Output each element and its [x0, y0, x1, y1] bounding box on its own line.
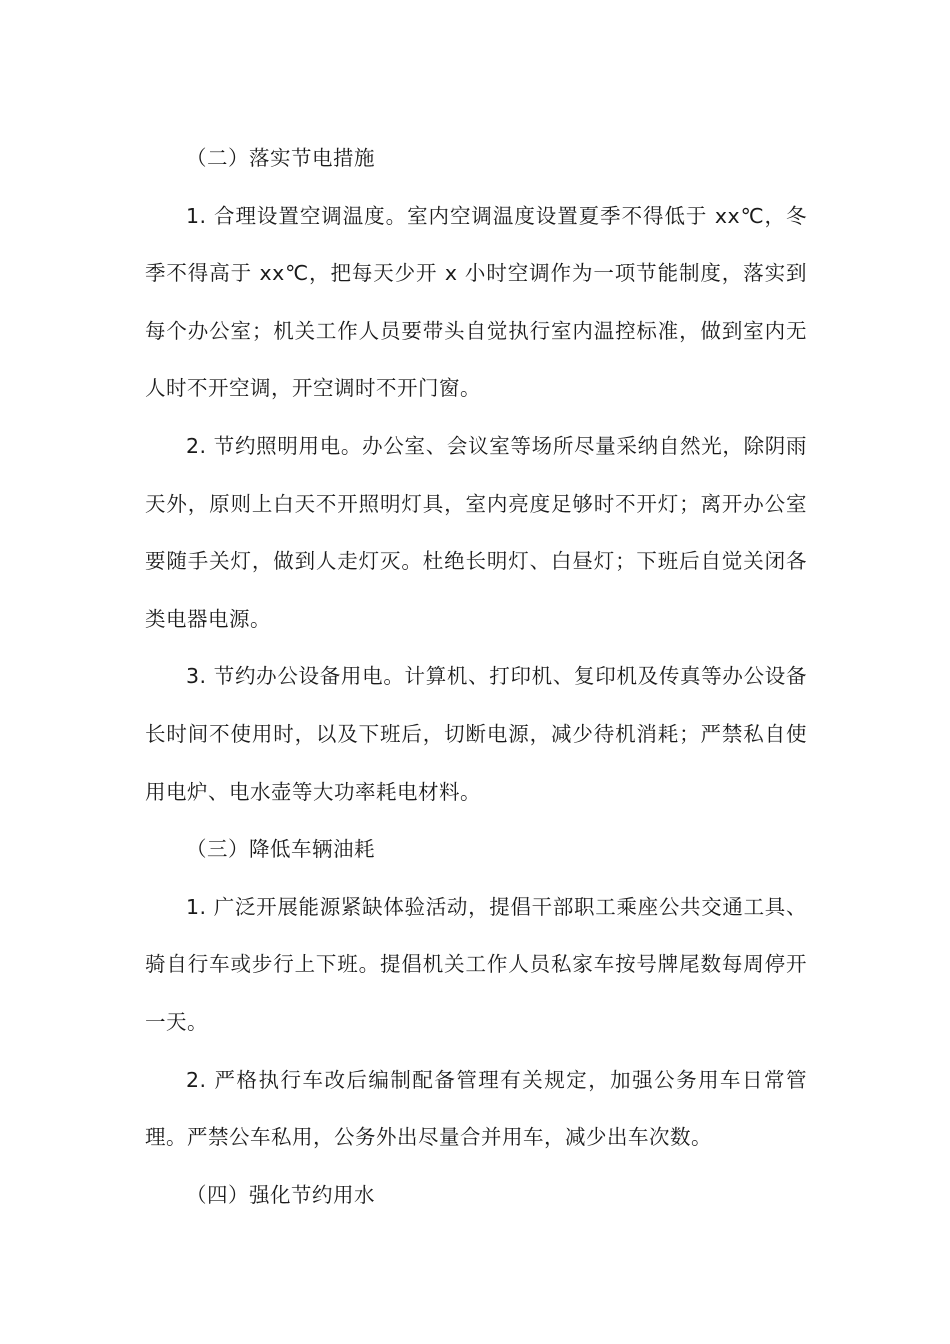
section-heading-water: （四）强化节约用水 — [186, 1182, 375, 1207]
document-body — [145, 130, 807, 1224]
paragraph-ac-temperature: 1. 合理设置空调温度。室内空调温度设置夏季不得低于 xx℃，冬季不得高于 xx℃，把每天少开 x 小时空调作为一项节能制度，落实到每个办公室；机关工作人员要带头自觉执行室内温控标准，做到室内无人时不开空调，开空调时不开门窗。 — [145, 203, 807, 401]
section-heading-electricity: （二）落实节电措施 — [186, 146, 375, 170]
paragraph-office-equipment: 3. 节约办公设备用电。计算机、打印机、复印机及传真等办公设备长时间不使用时，以及下班后，切断电源，减少待机消耗；严禁私自使用电炉、电水壶等大功率耗电材料。 — [145, 664, 807, 804]
paragraph-lighting: 2. 节约照明用电。办公室、会议室等场所尽量采纳自然光，除阴雨天外，原则上白天不开照明灯具，室内亮度足够时不开灯；离开办公室要随手关灯，做到人走灯灭。杜绝长明灯、白昼灯；下班后自觉关闭各类电器电源。 — [145, 433, 807, 631]
paragraph-commute: 1. 广泛开展能源紧缺体验活动，提倡干部职工乘座公共交通工具、骑自行车或步行上下班。提倡机关工作人员私家车按号牌尾数每周停开一天。 — [145, 894, 807, 1034]
section-heading-vehicle-fuel: （三）降低车辆油耗 — [186, 837, 375, 862]
paragraph-official-vehicles: 2. 严格执行车改后编制配备管理有关规定，加强公务用车日常管理。严禁公车私用，公务外出尽量合并用车，减少出车次数。 — [145, 1067, 807, 1150]
